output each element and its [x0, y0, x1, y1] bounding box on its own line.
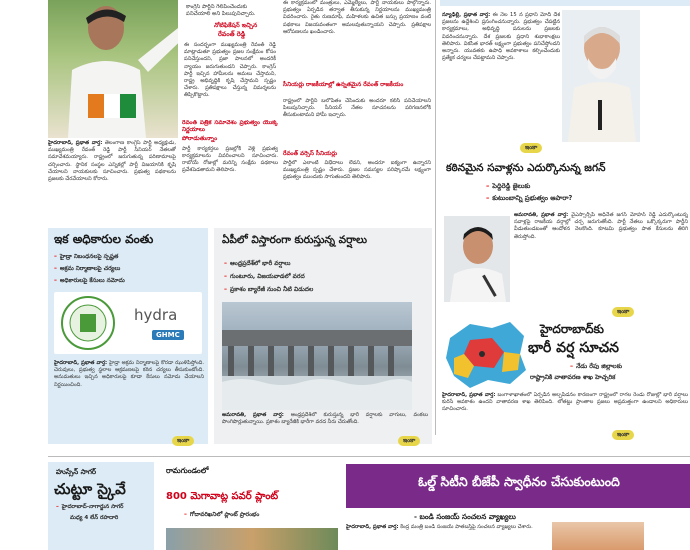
telangana-map — [440, 318, 530, 390]
revanth-caption: కాంగ్రెస్ పార్టీని గెలిపించేందుకు పనిచేయాలి అని పిలుపునిచ్చారు. — [186, 4, 256, 18]
hussain-sub2: మధ్య 4 లేన్ రహదారి — [70, 515, 119, 521]
ramagundam-sub: – గోదావరిఖనిలో ప్లాంట్ ప్రారంభం — [184, 512, 260, 518]
hydra-body: హైదరాబాద్, ప్రభాత వార్త: హైడ్రా అక్రమ నిర్మాణాలపై కొరడా ఝుళిపిస్తోంది. చెరువులు, ప్రభుత్వ స్థలాల ఆక్రమణలపై కఠిన చర్యలు తీసుకుంటోంది. అనుమతులు ఇచ్చిన అధికారులపై కూడా కేసులు నమోదు చేయాలని నిర్ణయించింది. — [54, 360, 204, 388]
rains-bullet-3: – ప్రకాశం బ్యారేజీ నుంచి నీటి విడుదల — [224, 286, 314, 293]
revanth-subhead: రేవంత్ పత్రిక సమావేశం ప్రభుత్వం యొక్క నిర్ణయాలు — [182, 120, 278, 134]
rain-map-icon — [440, 318, 530, 390]
rains-title: ఏపీలో విస్తారంగా కురుస్తున్న వర్షాలు — [222, 234, 368, 246]
hydra-title: ఇక అధికారుల వంతు — [54, 232, 154, 246]
jagan-dateline: అమరావతి, ప్రభాత వార్త: — [514, 212, 569, 218]
oldcity-dateline: హైదరాబాద్, ప్రభాత వార్త: — [346, 524, 399, 530]
ramagundam-title: 800 మెగావాట్ల పవర్ ప్లాంట్ — [166, 491, 279, 502]
ramagundam-label: రామగుండంలో — [166, 466, 209, 475]
modi-body: న్యూఢిల్లీ, ప్రభాత వార్త: ఈ నెల 15 న ప్రధాని మోదీ దేశ ప్రజలను ఉద్దేశించి ప్రసంగించనున్నారు. ప్రభుత్వం చేపట్టిన కార్యక్రమాలు, అభివృద్ధి పనులను ప్రజలకు వివరించనున్నారు. దేశ ప్రజలకు ప్రధాని శుభాకాంక్షలు తెలిపారు. వికసిత భారత్ లక్ష్యంగా ప్రభుత్వం పనిచేస్తోందని అన్నారు. యువతకు ఉపాధి అవకాశాలు కల్పించేందుకు ప్రత్యేక చర్యలు చేపట్టామని చెప్పారు. — [442, 12, 560, 62]
hussain-label: హుస్సేన్ సాగర్ — [56, 468, 97, 476]
modi-top-strip — [440, 0, 690, 6]
weather-more-badge[interactable]: ఇంకా — [612, 430, 634, 440]
oldcity-body: హైదరాబాద్, ప్రభాత వార్త: కేంద్ర మంత్రి బండి సంజయ్ పాతబస్తీపై సంచలన వ్యాఖ్యలు చేశారు. — [346, 524, 533, 530]
revanth-quote-name: రేవంత్ రెడ్డి — [218, 30, 246, 38]
weather-title-1: హైదరాబాద్‌కు — [540, 322, 604, 336]
revanth-col2-lower: రేవంత్ పత్రిక సమావేశం ప్రభుత్వం యొక్క నిర్ణయాలు పోరాడుతున్నాం పార్టీ కార్యకర్తలు ప్రజల్లోకి వెళ్లి ప్రభుత్వ కార్యక్రమాలను వివరించాలని సూచించారు. రాబోయే రోజుల్లో మరిన్ని సంక్షేమ పథకాలు ప్రవేశపెడతామని తెలిపారు. — [182, 120, 278, 174]
oldcity-sub: - బండి సంజయ్ సంచలన వ్యాఖ్యలు — [414, 512, 516, 521]
revanth-col2-body: ఈ సందర్భంగా ముఖ్యమంత్రి రేవంత్ రెడ్డి మాట్లాడుతూ ప్రభుత్వం ప్రజల సంక్షేమం కోసం పనిచేస్తుందని, ప్రజా పాలనలో అందరికీ న్యాయం జరుగుతుందని చెప్పారు. కాంగ్రెస్ పార్టీ ఇచ్చిన హామీలను అమలు చేస్తామని, రాష్ట్ర అభివృద్ధికి కృషి చేస్తామని స్పష్టం చేశారు. ప్రతిపక్షాలు చేస్తున్న విమర్శలను తిప్పికొట్టారు. — [184, 42, 276, 99]
hydra-logo-text: hydra — [134, 306, 178, 324]
hydra-bullet-3: – అధికారులపై కేసులు నమోదు — [54, 278, 125, 284]
weather-dateline: హైదరాబాద్, ప్రభాత వార్త: — [442, 392, 496, 398]
hydra-logo-box — [54, 292, 202, 354]
speaker-figure-icon — [48, 0, 178, 138]
rains-dateline: అమరావతి, ప్రభాత వార్త: — [222, 412, 284, 418]
jagan-figure-icon — [444, 216, 510, 302]
rains-body: అమరావతి, ప్రభాత వార్త: ఆంధ్రప్రదేశ్‌లో కురుస్తున్న భారీ వర్షాలకు వాగులు, వంకలు పొంగిపొర్లుతున్నాయి. ప్రకాశం బ్యారేజీకి భారీగా వరద నీరు చేరుతోంది. — [222, 412, 428, 426]
ghmc-badge: GHMC — [152, 330, 184, 340]
jagan-title: కఠినమైన సవాళ్లను ఎదుర్కొనున్న జగన్ — [446, 162, 606, 174]
revanth-col3-body: ఈ కార్యక్రమంలో మంత్రులు, ఎమ్మెల్యేలు, పార్టీ నాయకులు పాల్గొన్నారు. ప్రభుత్వం ఏర్పడిన తర్వాత తీసుకున్న నిర్ణయాలను ముఖ్యమంత్రి వివరించారు. రైతు రుణమాఫీ, మహిళలకు ఉచిత బస్సు ప్రయాణం వంటి పథకాలు విజయవంతంగా అమలవుతున్నాయని చెప్పారు. ప్రతిపక్షాల ఆరోపణలను ఖండించారు. — [283, 0, 431, 35]
ramagundam-photo — [166, 528, 338, 550]
telangana-seal-icon — [58, 294, 118, 352]
rains-bullet-2: – గుంటూరు, విజయవాడలో వరద — [224, 273, 305, 280]
revanth-col3-lower: రాష్ట్రంలో పార్టీని బలోపేతం చేసేందుకు అందరూ కలిసి పనిచేయాలని పిలుపునిచ్చారు. సీనియర్ నేతల సూచనలను పరిగణనలోకి తీసుకుంటామని హామీ ఇచ్చారు. — [283, 98, 431, 119]
revanth-quote-label: నోటిఫికేషన్ ఇచ్చిన — [214, 22, 258, 29]
weather-body: హైదరాబాద్, ప్రభాత వార్త: బంగాళాఖాతంలో ఏర్పడిన అల్పపీడనం కారణంగా రాష్ట్రంలో రాగల రెండు రోజుల్లో భారీ వర్షాలు కురిసే అవకాశం ఉందని వాతావరణ శాఖ తెలిపింది. లోతట్టు ప్రాంతాల ప్రజలు అప్రమత్తంగా ఉండాలని అధికారులు సూచించారు. — [442, 392, 688, 413]
revanth-mid-head2: రేవంత్ వర్సెస్ సీనియర్లు — [283, 151, 337, 157]
revanth-col1-body: హైదరాబాద్, ప్రభాత వార్త: తెలంగాణ కాంగ్రెస్ పార్టీ అధ్యక్షుడు, ముఖ్యమంత్రి రేవంత్ రెడ్డి పార్టీ సీనియర్ నేతలతో సమావేశమయ్యారు. రాష్ట్రంలో జరుగుతున్న పరిణామాలపై చర్చించారు. స్థానిక సంస్థల ఎన్నికల్లో పార్టీ విజయానికి కృషి చేయాలని నాయకులకు సూచించారు. ప్రభుత్వ పథకాలను ప్రజలకు చేరవేయాలని కోరారు. — [48, 140, 176, 183]
bottom-divider — [48, 456, 690, 457]
jagan-body: అమరావతి, ప్రభాత వార్త: వైఎస్సార్సీపీ అధినేత జగన్ మోహన్ రెడ్డి ఎదుర్కొంటున్న సవాళ్లపై రాజకీయ వర్గాల్లో చర్చ జరుగుతోంది. పార్టీ నేతలు ఒక్కొక్కరుగా పార్టీని వీడుతుండటంతో ఆందోళన నెలకొంది. కూటమి ప్రభుత్వం పాత కేసులను తిరిగి తెరుస్తోంది. — [514, 212, 688, 240]
revanth-dateline: హైదరాబాద్, ప్రభాత వార్త: — [48, 140, 103, 146]
hydra-bullet-2: – అక్రమ నిర్మాణాలపై చర్యలు — [54, 266, 121, 272]
modi-figure-icon — [562, 10, 640, 142]
weather-sub-1: – నేడు రేపు జిల్లాలకు — [570, 363, 623, 370]
revanth-mid-head: సీనియర్లు రాజకీయాల్లో ఉన్నతమైన రేవంత్ రాజకీయం — [283, 82, 404, 88]
column-divider — [435, 0, 436, 435]
revanth-photo — [48, 0, 178, 138]
jagan-more-badge[interactable]: ఇంకా — [612, 307, 634, 317]
jagan-bullet-2: – కుటుంబాన్ని ప్రభుత్వం ఆపారా? — [486, 194, 573, 202]
weather-title-2: భారీ వర్ష సూచన — [528, 340, 619, 356]
bandi-photo — [552, 522, 644, 550]
rains-more-badge[interactable]: ఇంకా — [398, 436, 420, 446]
oldcity-title: ఓల్డ్ సిటీని బీజేపీ స్వాధీనం చేసుకుంటుంది — [418, 474, 620, 489]
hydra-dateline: హైదరాబాద్, ప్రభాత వార్త: — [54, 360, 108, 366]
hussain-sub: – హైదరాబాద్-నాగార్జున సాగర్ — [56, 504, 124, 510]
barrage-icon — [222, 302, 412, 410]
hydra-bullet-1: – హైడ్రా నిబంధనలపై స్పష్టత — [54, 254, 119, 260]
rains-bullet-1: – ఆంధ్రప్రదేశ్‌లో భారీ వర్షాలు — [224, 260, 291, 267]
jagan-bullet-1: – పెద్దిరెడ్డి జైలుకు — [486, 182, 531, 190]
modi-photo — [562, 10, 640, 142]
jagan-photo — [444, 216, 510, 302]
rains-barrage-photo — [222, 302, 412, 410]
modi-dateline: న్యూఢిల్లీ, ప్రభాత వార్త: — [442, 12, 491, 18]
modi-more-badge[interactable]: ఇంకా — [520, 143, 542, 153]
revanth-col3-end: పార్టీలో ఎలాంటి విభేదాలు లేవని, అందరూ ఐక్యంగా ఉన్నారని ముఖ్యమంత్రి స్పష్టం చేశారు. ప్రజల సమస్యల పరిష్కారమే లక్ష్యంగా ప్రభుత్వం ముందుకు సాగుతుందని తెలిపారు. — [283, 160, 431, 181]
revanth-subhead2: పోరాడుతున్నాం — [182, 136, 218, 143]
weather-sub-2: రాష్ట్రానికి వాతావరణ శాఖ హెచ్చరిక — [530, 374, 616, 381]
hussain-title: చుట్టూ స్కైవే — [54, 480, 126, 498]
hydra-more-badge[interactable]: ఇంకా — [172, 436, 194, 446]
